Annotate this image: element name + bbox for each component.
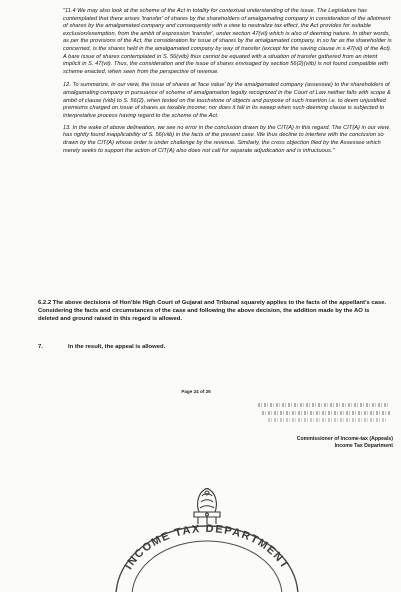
faint-stamp-line xyxy=(268,418,388,422)
paragraph-7 xyxy=(38,344,390,352)
quote-paragraph-11-4: "11.4 We may also look at the scheme of the Act in totality for contextual understanding of the issue. The Legislature has contemplated that there arises 'transfer' of shares by the shareholders of amalgamating company in consideration of the allotment of shares by the amalgamated company and consequently with a view to neutralize tax effect, the Act provides for suitable exclusion/exemption, from the ambit of expression 'transfer', under section 47(vii) which is also of deeming nature. In other words, as per the provisions of the Act, the consideration for issue of shares by the amalgamated company, in so far as the shareholder is concerned, is the shares held in the amalgamated company by way of transfer (except for the saving clause in s.47(vii) of the Act). A bare issue of shares contemplated in S. 56(viib) thus cannot be equated with a situation of transfer gathered from an intent implicit in S. 47(vii). Thus, the consideration and the issue of shares envisaged by section 56(2)(viib) is not found compatible with scheme enacted, when seen from the perspective of revenue. xyxy=(63,8,392,75)
seal-text: INCOME TAX DEPARTMENT xyxy=(122,522,292,572)
signatory-department: Income Tax Department xyxy=(334,443,393,449)
paragraph-7-text: In the result, the appeal is allowed. xyxy=(68,344,166,350)
faint-stamp-line xyxy=(258,403,390,407)
signature-block xyxy=(225,436,393,450)
paragraph-7-number: 7. xyxy=(38,344,43,350)
svg-text:INCOME TAX DEPARTMENT xyxy=(123,523,292,572)
quote-paragraph-12: 12. To summarize, in our view, the issue of shares at 'face value' by the amalgamated company (assessee) to the shareholders of amalgamating company in pursuance of scheme of amalgamation legally recognized in the Court of Law neither falls with scope & ambit of clause (viib) to S. 56(2), when tested on the touchstone of objects and purpose of such insertion i.e. to deem unjustified premiums charged on issue of shares as taxable income; nor does it fall in its sweep when such deeming clause is subjected to interpretative process having regard to the scheme of the Act. xyxy=(63,82,391,119)
page-number: Page 24 of 25 xyxy=(181,389,211,394)
signatory-designation: Commissioner of Income-tax (Appeals) xyxy=(296,436,393,442)
department-seal-stamp xyxy=(112,512,302,592)
paragraph-6-2-2: 6.2.2 The above decisions of Hon'ble High Court of Gujarat and Tribunal squarely applies to the facts of the appellant's case. Considering the facts and circumstances of the case and following the above decision, the addition made by the AO is deleted and ground raised in this regard is allowed. xyxy=(38,300,387,322)
quote-paragraph-13: 13. In the wake of above delineation, we see no error in the conclusion drawn by the CIT(A) in this regard. The CIT(A) in our view, has rightly found inapplicability of S. 56(viib) in the facts of the present case. We thus decline to interfere with the conclusion so drawn by the CIT(A) whose order is under challenge by the revenue. Similarly, the cross objection filed by the Assessee which merely seeks to support the action of CIT(A) also does not call for separate adjudication and is infructuous." xyxy=(63,124,391,154)
faint-stamp-line xyxy=(262,411,390,415)
quoted-judgment-extract xyxy=(63,8,393,288)
